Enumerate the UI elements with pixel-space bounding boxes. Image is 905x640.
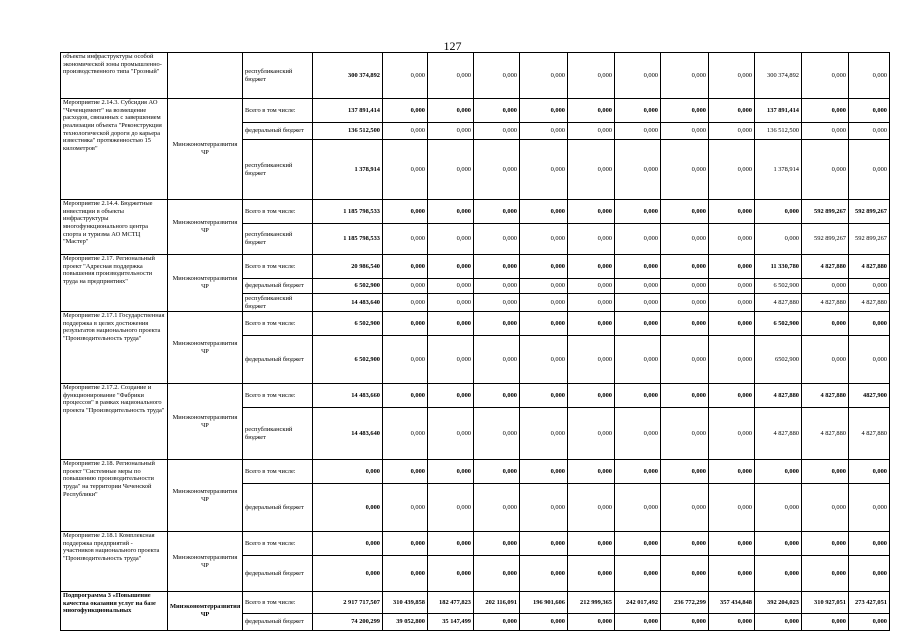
value-cell: 0,000 — [661, 556, 709, 592]
value-cell: 0,000 — [568, 336, 615, 384]
value-cell: 0,000 — [428, 279, 474, 294]
value-cell: 0,000 — [520, 460, 568, 484]
value-cell: 0,000 — [520, 140, 568, 200]
value-cell: 0,000 — [709, 460, 755, 484]
value-cell: 0,000 — [615, 532, 661, 556]
value-cell: 0,000 — [383, 384, 428, 408]
value-cell: 0,000 — [709, 484, 755, 532]
value-cell: 4827,900 — [849, 384, 890, 408]
value-cell: 0,000 — [615, 140, 661, 200]
value-cell: 0,000 — [661, 614, 709, 631]
value-cell: 0,000 — [615, 556, 661, 592]
value-cell: 0,000 — [568, 484, 615, 532]
value-cell: 0,000 — [383, 484, 428, 532]
value-cell: 0,000 — [615, 123, 661, 140]
value-cell: 0,000 — [428, 99, 474, 123]
value-cell: 0,000 — [474, 484, 520, 532]
measure-name: Мероприятие 2.17.2. Создание и функционирование "Фабрики процессов" в рамках национального проекта "Производительность труда" — [61, 384, 168, 460]
responsible-executor: Минэкономтерразвития ЧР — [168, 384, 243, 460]
value-cell: 0,000 — [383, 123, 428, 140]
value-cell: 0,000 — [802, 614, 849, 631]
responsible-executor — [168, 53, 243, 99]
value-cell: 0,000 — [709, 532, 755, 556]
value-cell: 0,000 — [383, 200, 428, 224]
value-cell: 0,000 — [661, 532, 709, 556]
page-number: 127 — [443, 39, 462, 53]
value-cell: 0,000 — [383, 279, 428, 294]
value-cell: 4 827,880 — [755, 294, 802, 312]
value-cell: 136 512,500 — [755, 123, 802, 140]
total-cell: 0,000 — [313, 484, 383, 532]
funding-source: Всего в том числе: — [243, 255, 313, 279]
value-cell: 0,000 — [428, 53, 474, 99]
value-cell: 0,000 — [709, 384, 755, 408]
value-cell: 0,000 — [615, 224, 661, 255]
value-cell: 0,000 — [709, 614, 755, 631]
value-cell: 0,000 — [615, 614, 661, 631]
total-cell: 20 986,540 — [313, 255, 383, 279]
value-cell: 0,000 — [474, 200, 520, 224]
total-cell: 1 185 798,533 — [313, 200, 383, 224]
funding-source: Всего в том числе: — [243, 384, 313, 408]
value-cell: 0,000 — [568, 255, 615, 279]
value-cell: 0,000 — [474, 123, 520, 140]
value-cell: 0,000 — [755, 556, 802, 592]
value-cell: 212 999,365 — [568, 592, 615, 614]
value-cell: 0,000 — [383, 140, 428, 200]
value-cell: 392 204,023 — [755, 592, 802, 614]
total-cell: 74 200,299 — [313, 614, 383, 631]
value-cell: 0,000 — [568, 200, 615, 224]
value-cell: 310 439,858 — [383, 592, 428, 614]
value-cell: 0,000 — [383, 556, 428, 592]
value-cell: 0,000 — [709, 53, 755, 99]
table-row — [61, 592, 890, 614]
total-cell: 1 378,914 — [313, 140, 383, 200]
funding-source: республиканский бюджет — [243, 140, 313, 200]
value-cell: 0,000 — [615, 484, 661, 532]
value-cell: 0,000 — [615, 200, 661, 224]
value-cell: 0,000 — [474, 384, 520, 408]
value-cell: 4 827,880 — [802, 384, 849, 408]
value-cell: 0,000 — [428, 312, 474, 336]
value-cell: 0,000 — [383, 224, 428, 255]
total-cell: 300 374,892 — [313, 53, 383, 99]
value-cell: 39 052,800 — [383, 614, 428, 631]
value-cell: 0,000 — [474, 294, 520, 312]
value-cell: 0,000 — [615, 99, 661, 123]
value-cell: 1 378,914 — [755, 140, 802, 200]
value-cell: 6 502,900 — [755, 312, 802, 336]
value-cell: 0,000 — [383, 294, 428, 312]
funding-source: Всего в том числе: — [243, 592, 313, 614]
value-cell: 0,000 — [615, 384, 661, 408]
value-cell: 0,000 — [802, 99, 849, 123]
total-cell: 1 185 798,533 — [313, 224, 383, 255]
measure-name: Мероприятие 2.14.4. Бюджетные инвестиции в объекты инфраструктуры многофункционального центра спорта и туризма АО МСТЦ "Мастер" — [61, 200, 168, 255]
value-cell: 4 827,880 — [755, 384, 802, 408]
value-cell: 0,000 — [709, 140, 755, 200]
value-cell: 0,000 — [474, 312, 520, 336]
value-cell: 0,000 — [661, 279, 709, 294]
funding-source: федеральный бюджет — [243, 614, 313, 631]
value-cell: 0,000 — [568, 294, 615, 312]
value-cell: 0,000 — [615, 408, 661, 460]
value-cell: 0,000 — [615, 255, 661, 279]
table-row — [61, 99, 890, 123]
value-cell: 137 891,414 — [755, 99, 802, 123]
value-cell: 0,000 — [802, 140, 849, 200]
value-cell: 0,000 — [755, 484, 802, 532]
funding-source: Всего в том числе: — [243, 312, 313, 336]
responsible-executor: Минэкономтерразвития ЧР — [168, 99, 243, 200]
measure-name: объекты инфраструктуры особой экономической зоны промышленно-производственного типа "Грозный" — [61, 53, 168, 99]
value-cell: 0,000 — [849, 614, 890, 631]
value-cell: 0,000 — [661, 408, 709, 460]
value-cell: 0,000 — [849, 532, 890, 556]
value-cell: 0,000 — [428, 384, 474, 408]
value-cell: 0,000 — [615, 312, 661, 336]
value-cell: 0,000 — [709, 279, 755, 294]
value-cell: 0,000 — [474, 224, 520, 255]
value-cell: 0,000 — [849, 556, 890, 592]
funding-source: федеральный бюджет — [243, 556, 313, 592]
value-cell: 0,000 — [615, 53, 661, 99]
value-cell: 0,000 — [709, 408, 755, 460]
value-cell: 0,000 — [615, 460, 661, 484]
value-cell: 0,000 — [383, 408, 428, 460]
value-cell: 4 827,880 — [849, 408, 890, 460]
value-cell: 592 899,267 — [849, 224, 890, 255]
value-cell: 0,000 — [849, 140, 890, 200]
value-cell: 242 017,492 — [615, 592, 661, 614]
funding-source: Всего в том числе: — [243, 460, 313, 484]
value-cell: 0,000 — [849, 336, 890, 384]
total-cell: 2 917 717,507 — [313, 592, 383, 614]
value-cell: 0,000 — [849, 484, 890, 532]
value-cell: 0,000 — [615, 336, 661, 384]
table-row — [61, 384, 890, 408]
value-cell: 0,000 — [428, 460, 474, 484]
value-cell: 0,000 — [802, 123, 849, 140]
value-cell: 236 772,299 — [661, 592, 709, 614]
value-cell: 4 827,880 — [802, 294, 849, 312]
value-cell: 0,000 — [520, 532, 568, 556]
value-cell: 592 899,267 — [849, 200, 890, 224]
value-cell: 0,000 — [709, 224, 755, 255]
value-cell: 0,000 — [568, 532, 615, 556]
funding-source: федеральный бюджет — [243, 279, 313, 294]
value-cell: 0,000 — [520, 200, 568, 224]
value-cell: 0,000 — [474, 556, 520, 592]
value-cell: 0,000 — [709, 200, 755, 224]
value-cell: 0,000 — [755, 532, 802, 556]
value-cell: 0,000 — [755, 460, 802, 484]
value-cell: 0,000 — [428, 556, 474, 592]
value-cell: 0,000 — [520, 99, 568, 123]
value-cell: 0,000 — [568, 224, 615, 255]
value-cell: 0,000 — [474, 532, 520, 556]
total-cell: 6 502,900 — [313, 279, 383, 294]
value-cell: 310 927,051 — [802, 592, 849, 614]
funding-source: республиканский бюджет — [243, 224, 313, 255]
value-cell: 0,000 — [383, 336, 428, 384]
measure-name: Мероприятие 2.18. Региональный проект "Системные меры по повышению производительности труда" на территории Чеченской Республики" — [61, 460, 168, 532]
value-cell: 0,000 — [568, 99, 615, 123]
value-cell: 0,000 — [568, 279, 615, 294]
value-cell: 0,000 — [520, 53, 568, 99]
value-cell: 0,000 — [383, 532, 428, 556]
value-cell: 0,000 — [849, 279, 890, 294]
funding-source: Всего в том числе: — [243, 532, 313, 556]
total-cell: 14 483,640 — [313, 294, 383, 312]
value-cell: 0,000 — [428, 123, 474, 140]
responsible-executor: Минэкономтерразвития ЧР — [168, 460, 243, 532]
value-cell: 0,000 — [802, 484, 849, 532]
table-row — [61, 532, 890, 556]
value-cell: 0,000 — [520, 556, 568, 592]
funding-source: Всего в том числе: — [243, 99, 313, 123]
value-cell: 0,000 — [802, 460, 849, 484]
total-cell: 6 502,900 — [313, 336, 383, 384]
total-cell: 0,000 — [313, 556, 383, 592]
measure-name: Мероприятие 2.18.1 Комплексная поддержка предприятий - участников национального проекта "Производительность труда" — [61, 532, 168, 592]
value-cell: 0,000 — [709, 255, 755, 279]
value-cell: 0,000 — [755, 200, 802, 224]
value-cell: 0,000 — [474, 99, 520, 123]
value-cell: 0,000 — [568, 384, 615, 408]
funding-source: республиканский бюджет — [243, 408, 313, 460]
value-cell: 0,000 — [428, 255, 474, 279]
value-cell: 0,000 — [383, 460, 428, 484]
value-cell: 0,000 — [568, 312, 615, 336]
value-cell: 0,000 — [568, 408, 615, 460]
value-cell: 0,000 — [383, 255, 428, 279]
funding-source: республиканский бюджет — [243, 53, 313, 99]
value-cell: 0,000 — [661, 224, 709, 255]
value-cell: 0,000 — [849, 123, 890, 140]
value-cell: 0,000 — [520, 408, 568, 460]
value-cell: 0,000 — [661, 200, 709, 224]
value-cell: 0,000 — [849, 99, 890, 123]
total-cell: 0,000 — [313, 460, 383, 484]
value-cell: 0,000 — [474, 408, 520, 460]
value-cell: 0,000 — [383, 53, 428, 99]
value-cell: 0,000 — [474, 140, 520, 200]
value-cell: 0,000 — [661, 484, 709, 532]
value-cell: 0,000 — [474, 255, 520, 279]
value-cell: 0,000 — [849, 460, 890, 484]
value-cell: 0,000 — [802, 279, 849, 294]
value-cell: 0,000 — [428, 200, 474, 224]
total-cell: 136 512,500 — [313, 123, 383, 140]
value-cell: 0,000 — [802, 336, 849, 384]
value-cell: 0,000 — [661, 99, 709, 123]
value-cell: 0,000 — [709, 556, 755, 592]
value-cell: 0,000 — [661, 140, 709, 200]
value-cell: 0,000 — [474, 279, 520, 294]
value-cell: 0,000 — [428, 140, 474, 200]
value-cell: 0,000 — [802, 53, 849, 99]
funding-source: федеральный бюджет — [243, 336, 313, 384]
total-cell: 0,000 — [313, 532, 383, 556]
value-cell: 0,000 — [520, 123, 568, 140]
measure-name: Мероприятие 2.17.1 Государственная поддержка в целях достижения результатов национального проекта "Производительность труда" — [61, 312, 168, 384]
responsible-executor: Минэкономтерразвития ЧР — [168, 592, 243, 631]
value-cell: 0,000 — [428, 532, 474, 556]
table-row — [61, 460, 890, 484]
value-cell: 0,000 — [520, 614, 568, 631]
value-cell: 0,000 — [661, 460, 709, 484]
value-cell: 6 502,900 — [755, 279, 802, 294]
value-cell: 0,000 — [615, 294, 661, 312]
table-row — [61, 312, 890, 336]
responsible-executor: Минэкономтерразвития ЧР — [168, 312, 243, 384]
value-cell: 0,000 — [428, 294, 474, 312]
value-cell: 0,000 — [661, 384, 709, 408]
value-cell: 0,000 — [661, 53, 709, 99]
responsible-executor: Минэкономтерразвития ЧР — [168, 200, 243, 255]
value-cell: 0,000 — [709, 99, 755, 123]
responsible-executor: Минэкономтерразвития ЧР — [168, 532, 243, 592]
value-cell: 0,000 — [520, 255, 568, 279]
value-cell: 0,000 — [474, 614, 520, 631]
value-cell: 0,000 — [568, 123, 615, 140]
value-cell: 273 427,051 — [849, 592, 890, 614]
value-cell: 0,000 — [755, 224, 802, 255]
value-cell: 0,000 — [568, 140, 615, 200]
value-cell: 0,000 — [428, 408, 474, 460]
value-cell: 0,000 — [568, 556, 615, 592]
value-cell: 300 374,892 — [755, 53, 802, 99]
total-cell: 14 483,660 — [313, 384, 383, 408]
value-cell: 592 899,267 — [802, 200, 849, 224]
value-cell: 0,000 — [568, 614, 615, 631]
measure-name: Мероприятие 2.17. Региональный проект "Адресная поддержка повышения производительности труда на предприятиях" — [61, 255, 168, 312]
value-cell: 0,000 — [849, 312, 890, 336]
total-cell: 137 891,414 — [313, 99, 383, 123]
value-cell: 4 827,880 — [849, 255, 890, 279]
table-row — [61, 53, 890, 99]
value-cell: 4 827,880 — [755, 408, 802, 460]
value-cell: 0,000 — [428, 336, 474, 384]
value-cell: 357 434,848 — [709, 592, 755, 614]
value-cell: 182 477,823 — [428, 592, 474, 614]
value-cell: 0,000 — [661, 123, 709, 140]
value-cell: 0,000 — [802, 312, 849, 336]
value-cell: 0,000 — [755, 614, 802, 631]
total-cell: 14 483,640 — [313, 408, 383, 460]
value-cell: 592 899,267 — [802, 224, 849, 255]
table-row — [61, 255, 890, 279]
value-cell: 0,000 — [520, 224, 568, 255]
measure-name: Мероприятие 2.14.3. Субсидия АО "Чеченцемент" на возмещение расходов, связанных с завершением реализации объекта "Реконструкция технологической дороги до карьера известняка" протяженностью 15 километров" — [61, 99, 168, 200]
value-cell: 0,000 — [661, 312, 709, 336]
value-cell: 202 116,091 — [474, 592, 520, 614]
budget-table — [60, 52, 890, 631]
value-cell: 0,000 — [520, 294, 568, 312]
value-cell: 0,000 — [661, 336, 709, 384]
value-cell: 0,000 — [709, 312, 755, 336]
value-cell: 4 827,880 — [849, 294, 890, 312]
funding-source: республиканский бюджет — [243, 294, 313, 312]
value-cell: 0,000 — [661, 255, 709, 279]
funding-source: федеральный бюджет — [243, 123, 313, 140]
value-cell: 0,000 — [520, 384, 568, 408]
value-cell: 0,000 — [615, 279, 661, 294]
value-cell: 6502,900 — [755, 336, 802, 384]
value-cell: 11 330,780 — [755, 255, 802, 279]
value-cell: 0,000 — [802, 556, 849, 592]
responsible-executor: Минэкономтерразвития ЧР — [168, 255, 243, 312]
value-cell: 0,000 — [849, 53, 890, 99]
value-cell: 0,000 — [474, 460, 520, 484]
value-cell: 0,000 — [383, 312, 428, 336]
value-cell: 0,000 — [474, 53, 520, 99]
value-cell: 0,000 — [568, 460, 615, 484]
value-cell: 0,000 — [383, 99, 428, 123]
value-cell: 0,000 — [428, 484, 474, 532]
table-row — [61, 200, 890, 224]
value-cell: 0,000 — [520, 279, 568, 294]
value-cell: 0,000 — [474, 336, 520, 384]
value-cell: 0,000 — [802, 532, 849, 556]
value-cell: 0,000 — [709, 294, 755, 312]
measure-name: Подпрограмма 3 «Повышение качества оказания услуг на базе многофункциональных — [61, 592, 168, 631]
value-cell: 0,000 — [709, 123, 755, 140]
value-cell: 4 827,880 — [802, 408, 849, 460]
value-cell: 196 901,606 — [520, 592, 568, 614]
value-cell: 0,000 — [428, 224, 474, 255]
value-cell: 0,000 — [520, 484, 568, 532]
value-cell: 35 147,499 — [428, 614, 474, 631]
funding-source: федеральный бюджет — [243, 484, 313, 532]
funding-source: Всего в том числе: — [243, 200, 313, 224]
value-cell: 4 827,880 — [802, 255, 849, 279]
value-cell: 0,000 — [520, 312, 568, 336]
total-cell: 6 502,900 — [313, 312, 383, 336]
value-cell: 0,000 — [568, 53, 615, 99]
value-cell: 0,000 — [520, 336, 568, 384]
value-cell: 0,000 — [709, 336, 755, 384]
value-cell: 0,000 — [661, 294, 709, 312]
